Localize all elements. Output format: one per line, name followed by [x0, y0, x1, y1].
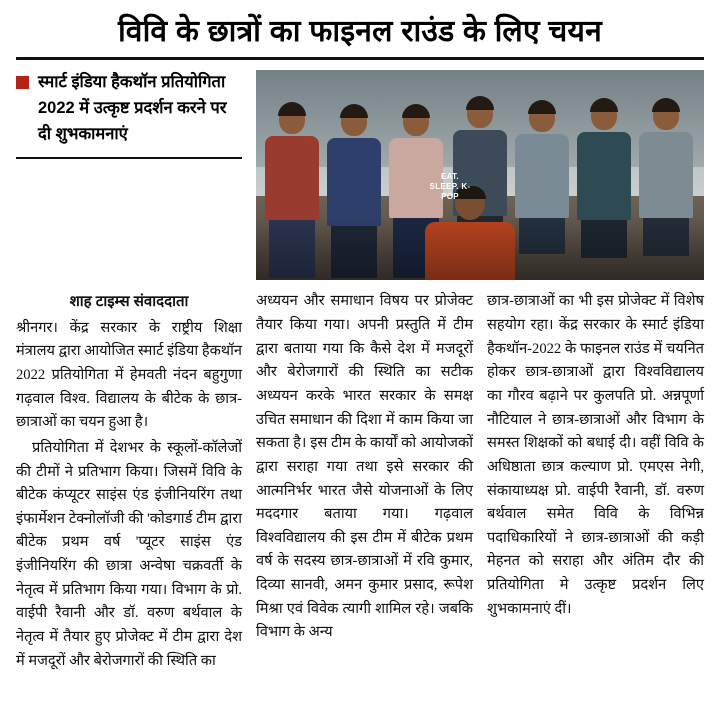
paragraph: श्रीनगर। केंद्र सरकार के राष्ट्रीय शिक्षा मंत्रालय द्वारा आयोजित स्मार्ट इंडिया हैकथॉन 2022 प्रतियोगिता में हेमवती नंदन बहुगुणा गढ़वाल विश्व. विद्यालय के बीटेक के छात्र-छात्राओं का चयन हुआ है। [16, 319, 242, 431]
article-column-1 [16, 290, 242, 673]
square-bullet-icon [16, 76, 29, 89]
photo-person-head [653, 100, 679, 130]
tshirt-text: EAT. SLEEP. K-POP [429, 172, 471, 202]
photo-person-body [327, 138, 381, 226]
photo-person-head [279, 104, 305, 134]
page-title: विवि के छात्रों का फाइनल राउंड के लिए चयन [118, 15, 602, 48]
photo-person-hair [340, 104, 368, 118]
byline: शाह टाइम्स संवाददाता [69, 293, 189, 311]
paragraph: प्रतियोगिता में देशभर के स्कूलों-कॉलेजों की टीमों ने प्रतिभाग किया। जिसमें विवि के बीटेक कंप्यूटर साइंस एंड इंजीनियरिंग तथा इंफार्मेशन टेक्नोलॉजी की 'कोडगार्ड टीम द्वारा बीटेक प्रथम वर्ष 'प्यूटर साइंस एंड इंजीनियरिंग की छात्रा अन्वेषा चक्रवर्ती के नेतृत्व में प्रतिभाग किया गया। विभाग के प्रो. वाईपी रैवानी और डॉ. वरुण बर्थवाल के नेतृत्व में तैयार हुए प्रोजेक्ट में टीम द्वारा देश में मजदूरों और बेरोजगारों की स्थिति का [16, 439, 242, 669]
photo-person-body [515, 134, 569, 218]
photo-person-head [467, 98, 493, 128]
paragraph: अध्ययन और समाधान विषय पर प्रोजेक्ट तैयार किया गया। अपनी प्रस्तुति में टीम द्वारा बताया गया कि कैसे देश में मजदूरों और बेरोजगारों की स्थिति का सटीक अध्ययन करके भारत सरकार के समक्ष उचित समाधान की दिशा में काम किया जा सकता है। इस टीम के कार्यों को आयोजकों द्वारा सराहा गया तथा इसे सरकार की आत्मनिर्भर भारत जैसे योजनाओं के लिए मददगार बताया गया। गढ़वाल विश्वविद्यालय की इस टीम में बीटेक प्रथम वर्ष के सदस्य छात्र-छात्राओं में रवि कुमार, दिव्या सानवी, अमन कुमार प्रसाद, रूपेश मिश्रा एवं विवेक त्यागी शामिल रहे। जबकि विभाग के अन्य [256, 293, 473, 641]
paragraph: छात्र-छात्राओं का भी इस प्रोजेक्ट में विशेष सहयोग रहा। केंद्र सरकार के स्मार्ट इंडिया हैकथॉन-2022 के फाइनल राउंड में चयनित होकर छात्र-छात्राओं द्वारा विश्वविद्यालय का गौरव बढ़ाने पर कुलपति प्रो. अन्नपूर्णा नौटियाल ने छात्र-छात्राओं और विभाग के समस्त शिक्षकों को बधाई दी। वहीं विवि के अधिष्ठाता छात्र कल्याण प्रो. एमएस नेगी, संकायाध्यक्ष प्रो. वाईपी रैवानी, डॉ. वरुण बर्थवाल समेत विवि के विभिन्न पदाधिकारियों ने छात्र-छात्राओं की कड़ी मेहनत को सराहा और अंतिम दौर की प्रतियोगिता मे उत्कृष्ट प्रदर्शन लिए शुभकामनाएं दीं। [487, 293, 704, 617]
article-column-2 [256, 290, 473, 673]
photo-person-hair [652, 98, 680, 112]
photo-person-head [591, 100, 617, 130]
kicker-column [16, 70, 242, 159]
article-column-3 [487, 290, 704, 673]
article-body [16, 290, 704, 673]
photo-person-hair [402, 104, 430, 118]
photo-vignette [256, 217, 704, 280]
photo-person-hair [466, 96, 494, 110]
photo-person-head [529, 102, 555, 132]
photo-person-body [265, 136, 319, 220]
photo-person-body [577, 132, 631, 220]
top-section [16, 70, 704, 280]
photo-person-hair [590, 98, 618, 112]
article-photo [256, 70, 704, 280]
photo-person-hair [528, 100, 556, 114]
photo-person-head [341, 106, 367, 136]
photo-person-hair [278, 102, 306, 116]
headline-section [16, 14, 704, 60]
kicker-text: स्मार्ट इंडिया हैकथॉन प्रतियोगिता 2022 में उत्कृष्ट प्रदर्शन करने पर दी शुभकामनाएं [38, 73, 227, 143]
photo-person-head [403, 106, 429, 136]
kicker-text-block [16, 70, 242, 159]
photo-person-body [639, 132, 693, 218]
